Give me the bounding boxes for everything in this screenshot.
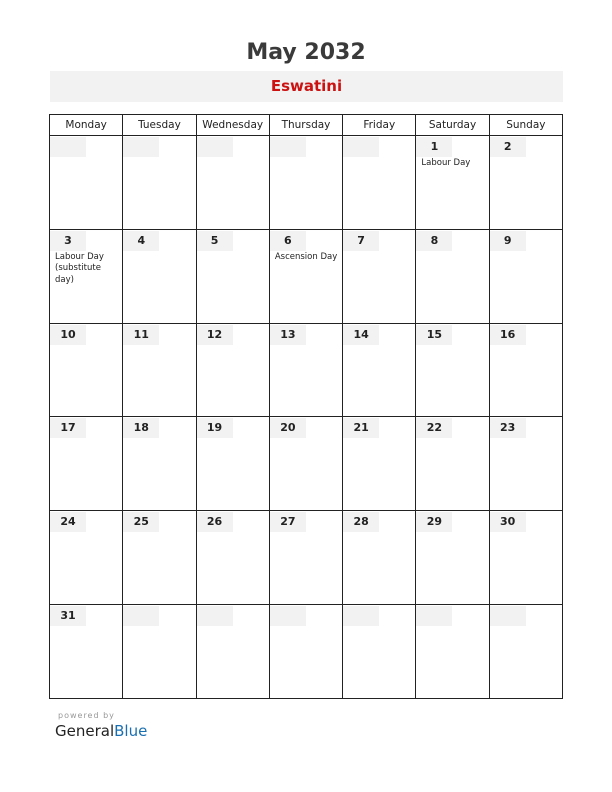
day-cell <box>269 323 342 417</box>
brand-word-blue: Blue <box>114 722 148 740</box>
day-number: 12 <box>197 325 233 345</box>
day-cell <box>50 323 123 417</box>
day-cell <box>123 417 196 511</box>
day-number: 24 <box>50 512 86 532</box>
day-cell <box>489 136 562 230</box>
day-number <box>50 137 86 157</box>
weekday-monday: Monday <box>50 115 123 136</box>
empty-day-cell <box>50 136 123 230</box>
day-number <box>270 137 306 157</box>
day-number: 4 <box>123 231 159 251</box>
day-number: 19 <box>197 418 233 438</box>
day-number: 21 <box>343 418 379 438</box>
weekday-wednesday: Wednesday <box>196 115 269 136</box>
day-cell <box>196 511 269 605</box>
empty-day-cell <box>269 605 342 699</box>
brand-word-general: General <box>55 722 115 740</box>
day-number: 18 <box>123 418 159 438</box>
country-band <box>50 71 563 102</box>
day-cell <box>416 323 489 417</box>
day-cell <box>269 417 342 511</box>
day-number: 23 <box>490 418 526 438</box>
calendar-title: May 2032 <box>246 40 366 65</box>
day-number: 1 <box>416 137 452 157</box>
day-number: 13 <box>270 325 306 345</box>
day-number: 6 <box>270 231 306 251</box>
day-cell <box>196 229 269 323</box>
brand-logo[interactable] <box>55 722 147 740</box>
day-number: 7 <box>343 231 379 251</box>
day-number: 26 <box>197 512 233 532</box>
day-number: 31 <box>50 606 86 626</box>
day-cell <box>50 605 123 699</box>
powered-by-text: powered by <box>58 711 115 720</box>
empty-day-cell <box>269 136 342 230</box>
day-number: 10 <box>50 325 86 345</box>
holiday-label: Ascension Day <box>274 251 338 262</box>
day-cell <box>489 511 562 605</box>
day-number <box>270 606 306 626</box>
day-number <box>123 606 159 626</box>
day-cell <box>416 136 489 230</box>
calendar-body <box>50 136 563 699</box>
day-cell <box>343 229 416 323</box>
day-number <box>123 137 159 157</box>
calendar-grid <box>49 114 563 699</box>
day-cell <box>123 323 196 417</box>
day-cell <box>196 417 269 511</box>
day-number <box>416 606 452 626</box>
day-cell <box>489 323 562 417</box>
day-cell <box>416 417 489 511</box>
day-number: 25 <box>123 512 159 532</box>
weekday-thursday: Thursday <box>269 115 342 136</box>
day-cell <box>196 323 269 417</box>
day-number: 2 <box>490 137 526 157</box>
day-number: 9 <box>490 231 526 251</box>
holiday-label: Labour Day <box>421 158 471 168</box>
empty-day-cell <box>196 605 269 699</box>
day-cell <box>269 511 342 605</box>
day-number <box>343 606 379 626</box>
empty-day-cell <box>123 136 196 230</box>
day-cell <box>123 229 196 323</box>
week-row <box>50 136 563 230</box>
day-number: 3 <box>50 231 86 251</box>
week-row <box>50 323 563 417</box>
day-number: 22 <box>416 418 452 438</box>
weekday-header-row <box>50 115 563 136</box>
week-row <box>50 229 563 323</box>
day-cell <box>489 229 562 323</box>
week-row <box>50 511 563 605</box>
day-number: 20 <box>270 418 306 438</box>
day-number <box>197 137 233 157</box>
weekday-saturday: Saturday <box>416 115 489 136</box>
day-cell <box>123 511 196 605</box>
day-number: 17 <box>50 418 86 438</box>
day-cell <box>269 229 342 323</box>
day-number: 28 <box>343 512 379 532</box>
holiday-label: Labour Day (substitute day) <box>55 251 104 285</box>
day-number <box>197 606 233 626</box>
day-number: 30 <box>490 512 526 532</box>
day-number: 29 <box>416 512 452 532</box>
country-name: Eswatini <box>270 77 343 95</box>
empty-day-cell <box>123 605 196 699</box>
day-cell <box>416 511 489 605</box>
day-number: 16 <box>490 325 526 345</box>
day-number: 15 <box>416 325 452 345</box>
week-row <box>50 605 563 699</box>
day-cell <box>416 229 489 323</box>
empty-day-cell <box>196 136 269 230</box>
day-cell <box>50 511 123 605</box>
day-number: 14 <box>343 325 379 345</box>
day-number: 5 <box>197 231 233 251</box>
day-cell <box>343 511 416 605</box>
day-number <box>490 606 526 626</box>
empty-day-cell <box>416 605 489 699</box>
day-number: 11 <box>123 325 159 345</box>
day-number <box>343 137 379 157</box>
weekday-tuesday: Tuesday <box>123 115 196 136</box>
day-cell <box>489 417 562 511</box>
week-row <box>50 417 563 511</box>
day-cell <box>343 323 416 417</box>
day-number: 27 <box>270 512 306 532</box>
weekday-sunday: Sunday <box>489 115 562 136</box>
weekday-friday: Friday <box>343 115 416 136</box>
empty-day-cell <box>489 605 562 699</box>
day-number: 8 <box>416 231 452 251</box>
day-cell <box>50 229 123 323</box>
empty-day-cell <box>343 605 416 699</box>
day-cell <box>50 417 123 511</box>
empty-day-cell <box>343 136 416 230</box>
day-cell <box>343 417 416 511</box>
